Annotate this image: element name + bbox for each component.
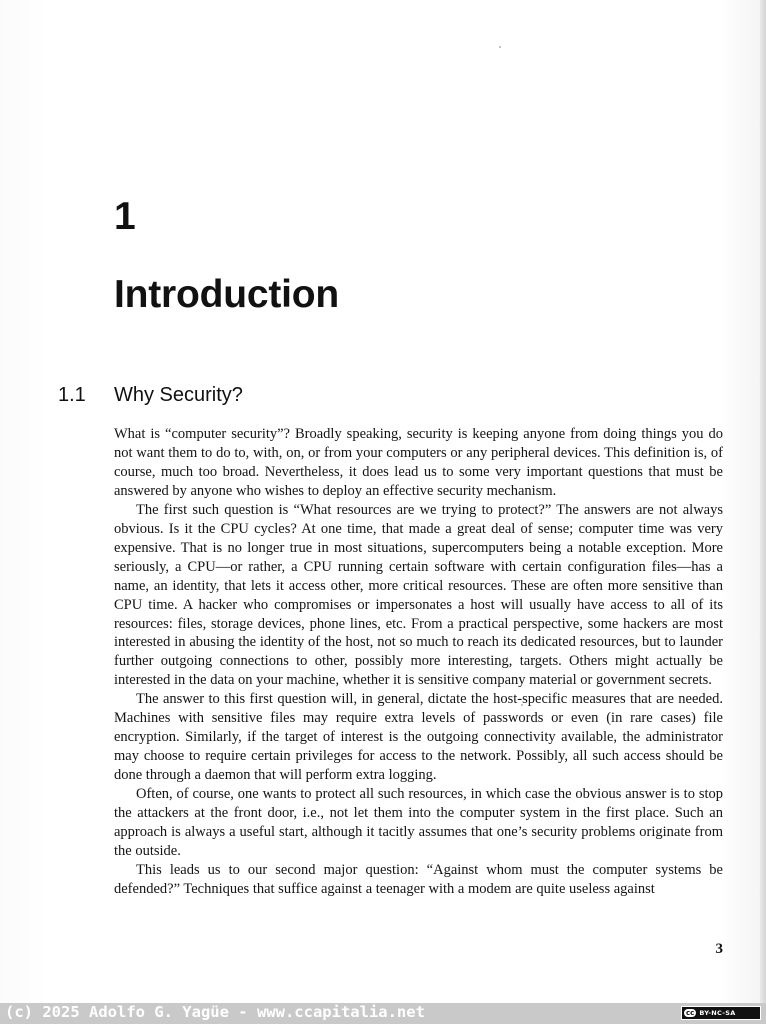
copyright-watermark: (c) 2025 Adolfo G. Yagüe - www.ccapitalia.net [5, 1003, 425, 1021]
paragraph: Often, of course, one wants to protect all such resources, in which case the obvious answer is to stop the attackers at the front door, i.e., not let them into the computer system in the first place. Such an approach is always a useful start, although it tacitly assumes that one’s security problems originate from the outside. [114, 786, 723, 859]
paragraph: The first such question is “What resources are we trying to protect?” The answers are not always obvious. Is it the CPU cycles? At one time, that made a great deal of sense; computer time was very expensive. That is no longer true in most situations, supercomputers being a notable exception. More seriously, a CPU—or rather, a CPU running certain software with certain configuration files—has a name, an identity, that lets it access other, more critical resources. These are often more sensitive than CPU time. A hacker who compromises or impersonates a host will usually have access to all of its resources: files, storage devices, phone lines, etc. From a practical perspective, some hackers are most interested in abusing the identity of the host, not so much to reach its dedicated resources, but to launder further outgoing connections to other, possibly more interesting, targets. Others might actually be interested in the data on your machine, whether it is sensitive company material or government secrets. [114, 501, 723, 689]
page-edge-shadow [760, 0, 766, 1004]
paragraph: What is “computer security”? Broadly speaking, security is keeping anyone from doing things you do not want them to do to, with, on, or from your computers or any peripheral devices. This definition is, of course, much too broad. Nevertheless, it does lead us to some very important questions that must be answered by anyone who wishes to deploy an effective security mechanism. [114, 426, 723, 499]
creative-commons-icon: cc [686, 1009, 695, 1017]
license-terms: BY-NC-SA [699, 1009, 736, 1017]
paragraph: This leads us to our second major question: “Against whom must the computer systems be defended?” Techniques that suffice against a teenager with a modem are quite useless against [114, 861, 723, 897]
section-number: 1.1 [58, 384, 86, 406]
section-title: Why Security? [114, 384, 243, 406]
chapter-number: 1 [114, 195, 136, 238]
page-number: 3 [715, 941, 723, 957]
scan-speck [499, 46, 501, 48]
license-badge[interactable] [681, 1006, 761, 1020]
paragraph: The answer to this first question will, in general, dictate the host-specific measures that are needed. Machines with sensitive files may require extra levels of passwords or even (in rare cases) file encryption. Similarly, if the target of interest is the outgoing connectivity available, the administrator may choose to require certain privileges for access to the network. Possibly, all such access should be done through a daemon that will perform extra logging. [114, 691, 723, 784]
chapter-title: Introduction [114, 273, 340, 316]
body-text [114, 425, 723, 899]
